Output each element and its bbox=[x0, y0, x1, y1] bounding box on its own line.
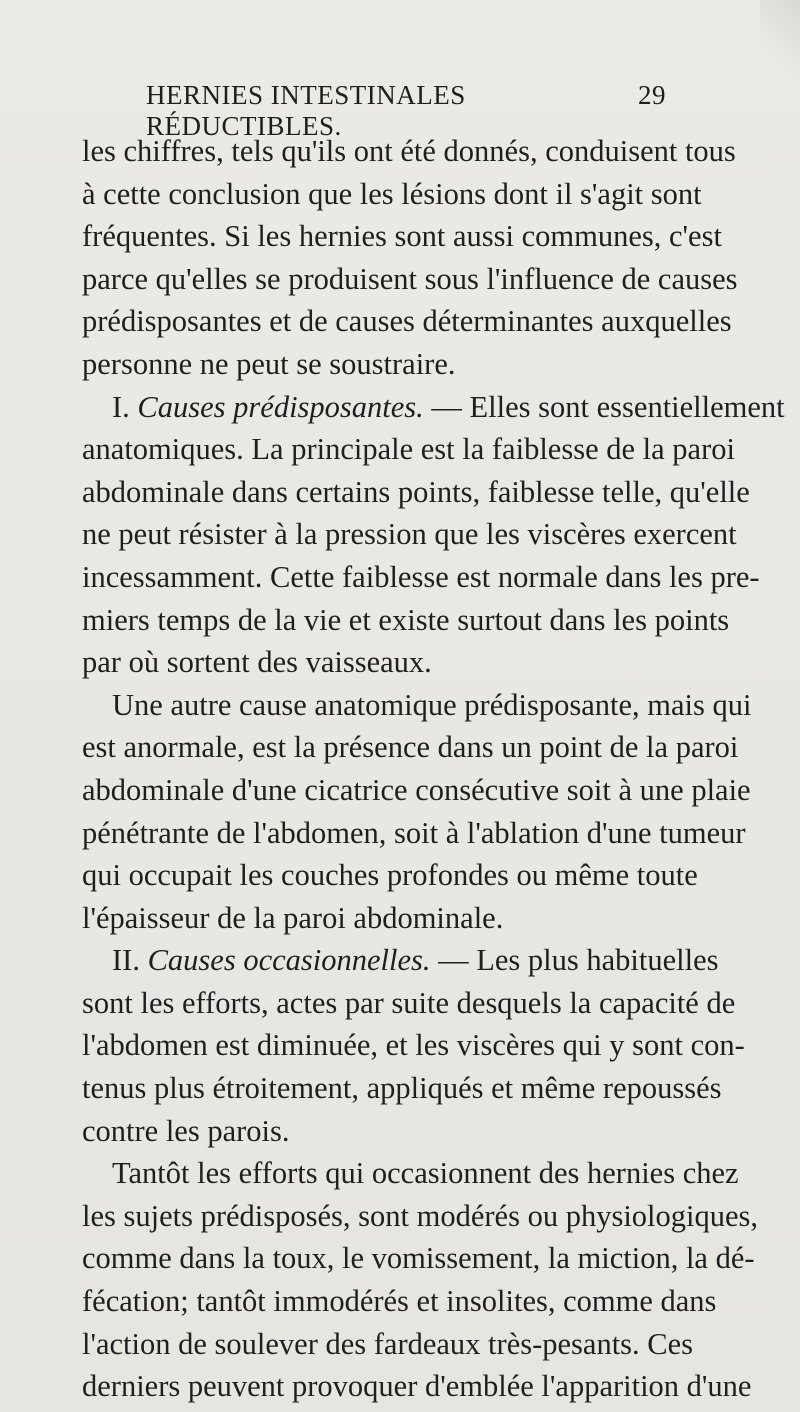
running-header bbox=[146, 80, 666, 141]
text-line: abdominale d'une cicatrice consécutive soit à une plaie bbox=[82, 772, 751, 807]
text-line: l'action de soulever des fardeaux très-pesants. Ces bbox=[82, 1326, 694, 1361]
text-line: les sujets prédisposés, sont modérés ou physiologiques, bbox=[82, 1198, 759, 1233]
text-line: incessamment. Cette faiblesse est normale dans les pre- bbox=[82, 559, 760, 594]
section-number: II. bbox=[112, 943, 148, 978]
text-line: anatomiques. La principale est la faiblesse de la paroi bbox=[82, 432, 735, 467]
text-line: abdominale dans certains points, faiblesse telle, qu'elle bbox=[82, 474, 750, 509]
text-line: à cette conclusion que les lésions dont il s'agit sont bbox=[82, 176, 702, 211]
section-lead: — Elles sont essentiellement bbox=[423, 389, 785, 424]
section-title: Causes occasionnelles. bbox=[147, 943, 431, 978]
page-corner-shadow bbox=[760, 0, 800, 80]
text-line: tenus plus étroitement, appliqués et même repoussés bbox=[82, 1071, 722, 1106]
text-line: ne peut résister à la pression que les viscères exercent bbox=[82, 517, 737, 552]
text-line: sont les efforts, actes par suite desquels la capacité de bbox=[82, 985, 736, 1020]
text-line: est anormale, est la présence dans un point de la paroi bbox=[82, 730, 739, 765]
text-line: qui occupait les couches profondes ou même toute bbox=[82, 858, 698, 893]
section-heading-line bbox=[82, 939, 719, 982]
running-title: HERNIES INTESTINALES RÉDUCTIBLES. bbox=[146, 80, 466, 141]
text-line: l'épaisseur de la paroi abdominale. bbox=[82, 900, 504, 935]
page-number: 29 bbox=[638, 80, 666, 110]
section-title: Causes prédisposantes. bbox=[137, 389, 424, 424]
body-text bbox=[82, 130, 785, 1408]
text-line: pénétrante de l'abdomen, soit à l'ablation d'une tumeur bbox=[82, 815, 746, 850]
text-line: fréquentes. Si les hernies sont aussi communes, c'est bbox=[82, 219, 722, 254]
section-number: I. bbox=[112, 389, 138, 424]
text-line: derniers peuvent provoquer d'emblée l'apparition d'une bbox=[82, 1369, 752, 1404]
text-line: parce qu'elles se produisent sous l'influence de causes bbox=[82, 261, 738, 296]
text-line: personne ne peut se soustraire. bbox=[82, 346, 456, 381]
text-line: prédisposantes et de causes déterminantes auxquelles bbox=[82, 304, 732, 339]
text-line: comme dans la toux, le vomissement, la miction, la dé- bbox=[82, 1241, 755, 1276]
section-lead: — Les plus habituelles bbox=[430, 943, 719, 978]
text-line: fécation; tantôt immodérés et insolites, comme dans bbox=[82, 1284, 717, 1319]
text-line: les chiffres, tels qu'ils ont été donnés, conduisent tous bbox=[82, 134, 736, 168]
text-line: l'abdomen est diminuée, et les viscères qui y sont con- bbox=[82, 1028, 745, 1063]
section-heading-line bbox=[82, 386, 785, 429]
text-line: par où sortent des vaisseaux. bbox=[82, 645, 432, 680]
text-line: Une autre cause anatomique prédisposante, mais qui bbox=[112, 687, 752, 722]
text-line: miers temps de la vie et existe surtout dans les points bbox=[82, 602, 730, 637]
text-line: Tantôt les efforts qui occasionnent des hernies chez bbox=[112, 1156, 739, 1191]
text-line: contre les parois. bbox=[82, 1113, 290, 1148]
